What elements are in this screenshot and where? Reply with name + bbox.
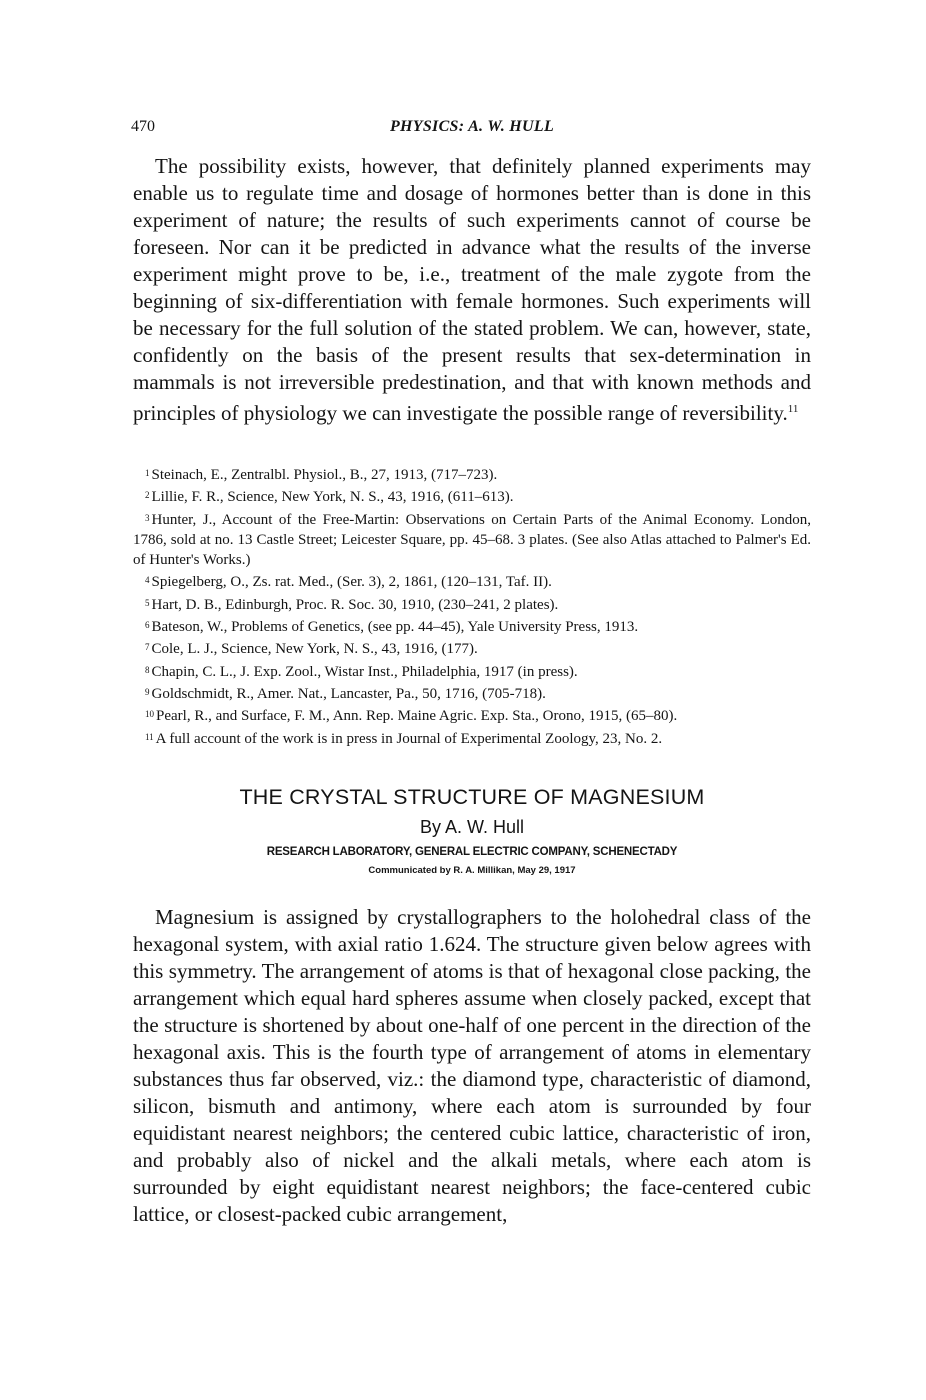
article-byline: By A. W. Hull — [419, 816, 525, 837]
footnote-number: 10 — [145, 709, 154, 720]
footnote-number: 2 — [145, 490, 150, 501]
footnote-text: Lillie, F. R., Science, New York, N. S., 43, 1916, (611–613). — [151, 489, 514, 506]
footnote-number: 1 — [145, 468, 150, 478]
footnote-text: Goldschmidt, R., Amer. Nat., Lancaster, Pa., 50, 1716, (705-718). — [151, 685, 546, 702]
footnote-text: Spiegelberg, O., Zs. rat. Med., (Ser. 3), 2, 1861, (120–131, Taf. II). — [151, 574, 552, 591]
footnote — [133, 593, 811, 615]
footnote-number: 6 — [145, 620, 150, 631]
footnote — [133, 570, 811, 592]
footnote — [133, 727, 811, 749]
continuation-paragraph — [133, 153, 811, 427]
footnote — [133, 637, 811, 659]
footnote-number: 9 — [145, 686, 150, 697]
footnote-text: Steinach, E., Zentralbl. Physiol., B., 27, 1913, (717–723). — [151, 467, 498, 483]
footnote-text: Hunter, J., Account of the Free-Martin: Observations on Certain Parts of the Animal Economy. London, 1786, sold at no. 13 Castle Street; Leicester Square, pp. 45–68. 3 plates. (See also Atlas attached to Palmer's Ed. of Hunter's Works.) — [133, 511, 811, 569]
footnote — [133, 508, 811, 571]
footnote-number: 8 — [145, 664, 150, 675]
footnote — [133, 660, 811, 682]
footnote — [133, 704, 811, 726]
footnote — [133, 463, 811, 485]
footnote-text: Pearl, R., and Surface, F. M., Ann. Rep. Maine Agric. Exp. Sta., Orono, 1915, (65–80). — [156, 708, 678, 725]
footnotes — [133, 463, 811, 749]
footnote — [133, 615, 811, 637]
footnote-number: 4 — [145, 575, 150, 586]
article-paragraph: Magnesium is assigned by crystallographers to the holohedral class of the hexagonal system, with axial ratio 1.624. The structure given below agrees with this symmetry. The arrangement of atoms is that of hexagonal close packing, the arrangement which equal hard spheres assume when closely packed, except that the structure is shortened by about one-half of one percent in the direction of the hexagonal axis. This is the fourth type of arrangement of atoms in elementary substances thus far observed, viz.: the diamond type, characteristic of diamond, silicon, bismuth and antimony, where each atom is surrounded by four equidistant nearest neighbors; the centered cubic lattice, characteristic of iron, and probably also of nickel and the alkali metals, where each atom is surrounded by eight equidistant nearest neighbors; the face-centered cubic lattice, or closest-packed cubic arrangement, — [133, 904, 811, 1226]
article-title: THE CRYSTAL STRUCTURE OF MAGNESIUM — [239, 784, 705, 809]
running-head — [133, 112, 811, 140]
footnote-text: Bateson, W., Problems of Genetics, (see pp. 44–45), Yale University Press, 1913. — [151, 619, 639, 636]
footnote-number: 5 — [145, 597, 150, 608]
page-number: 470 — [131, 118, 155, 135]
article-communicated: Communicated by R. A. Millikan, May 29, 1917 — [368, 864, 576, 876]
footnote — [133, 485, 811, 507]
footnote-number: 7 — [145, 642, 150, 653]
journal-page — [133, 112, 811, 1228]
running-title: PHYSICS: A. W. HULL — [389, 118, 555, 135]
continuation-text: The possibility exists, however, that definitely planned experiments may enable us to regulate time and dosage of hormones better than is done in this experiment of nature; the results of such experiments cannot of course be foreseen. Nor can it be predicted in advance what the results of the inverse experiment might prove to be, i.e., treatment of the male zygote from the beginning of six-differentiation with female hormones. Such experiments will be necessary for the full solution of the stated problem. We can, however, state, confidently on the basis of the present results that sex-determination in mammals is not irreversible predestination, and that with known methods and principles of physiology we can investigate the possible range of reversibility. — [133, 154, 811, 425]
footnote-text: Chapin, C. L., J. Exp. Zool., Wistar Inst., Philadelphia, 1917 (in press). — [151, 663, 578, 680]
footnote-number: 11 — [145, 731, 154, 742]
footnote-text: A full account of the work is in press in Journal of Experimental Zoology, 23, No. 2. — [155, 730, 663, 747]
article-affiliation: RESEARCH LABORATORY, GENERAL ELECTRIC COMPANY, SCHENECTADY — [266, 845, 678, 858]
footnote — [133, 682, 811, 704]
footnote-ref: 11 — [787, 403, 799, 415]
footnote-text: Cole, L. J., Science, New York, N. S., 43, 1916, (177). — [151, 641, 478, 658]
footnote-number: 3 — [145, 512, 150, 523]
footnote-text: Hart, D. B., Edinburgh, Proc. R. Soc. 30, 1910, (230–241, 2 plates). — [151, 596, 559, 613]
